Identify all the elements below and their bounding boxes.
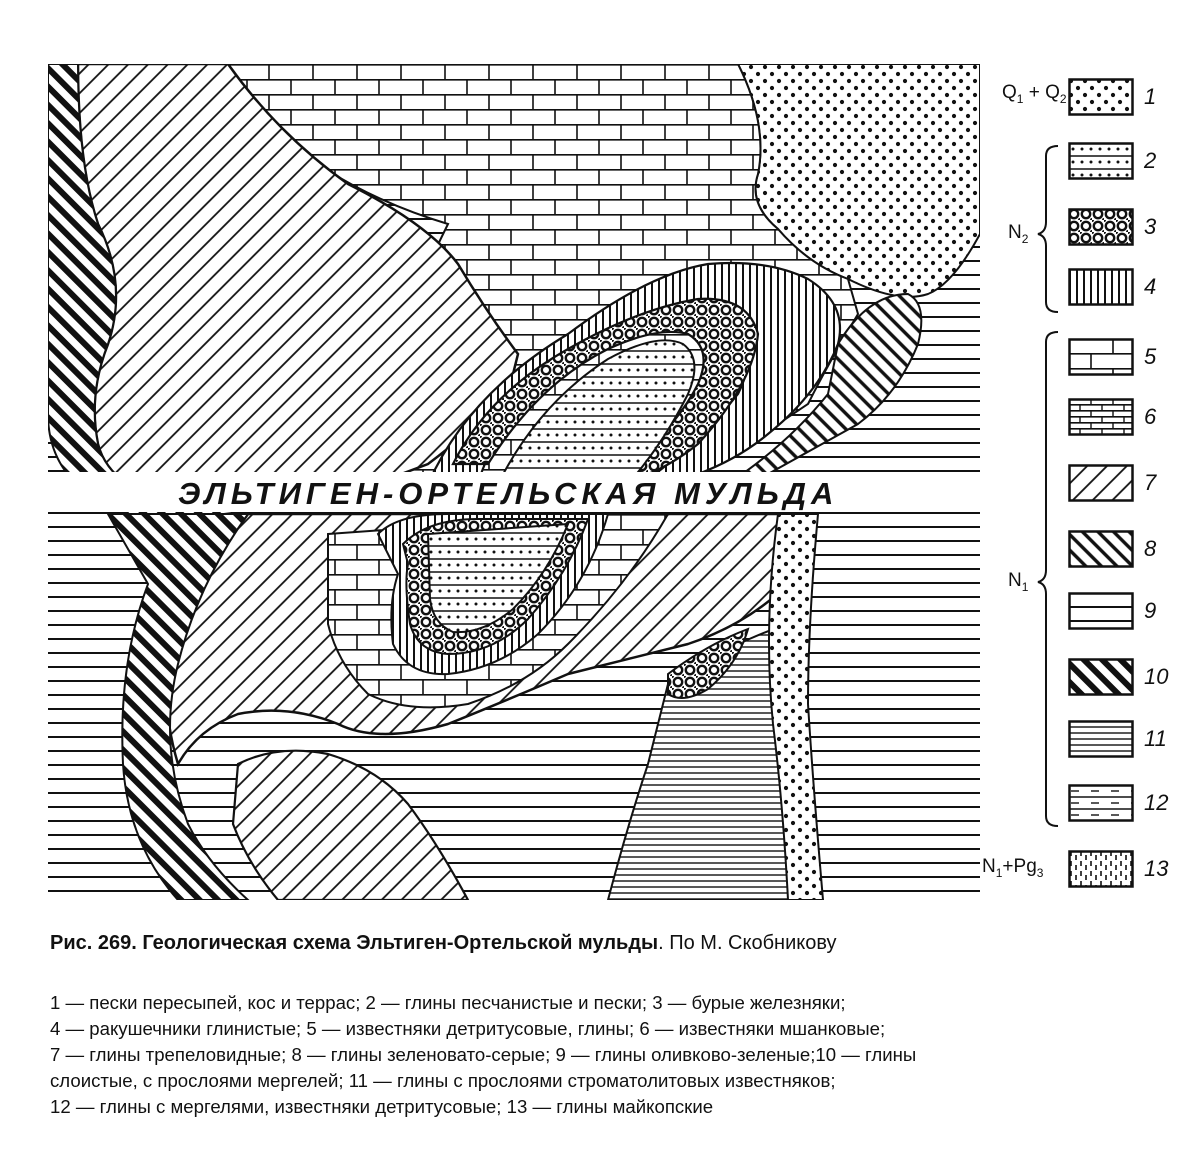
legend-number-11: 11 — [1144, 726, 1167, 751]
legend-swatch-6 — [1068, 398, 1134, 436]
legend-number-6: 6 — [1144, 404, 1157, 429]
legend-swatch-7 — [1068, 464, 1134, 502]
age-label-n1: $N_1$ — [1008, 570, 1029, 594]
brace-n1 — [1038, 332, 1058, 826]
legend-swatch-3 — [1068, 208, 1134, 246]
legend-swatch-8 — [1068, 530, 1134, 568]
figure-caption — [50, 932, 1170, 955]
legend-number-8: 8 — [1144, 536, 1157, 561]
legend-text-line: 12 — глины с мергелями, известняки детритусовые; 13 — глины майкопские — [50, 1096, 714, 1117]
geological-map — [48, 64, 980, 900]
legend-number-10: 10 — [1144, 664, 1169, 689]
legend-number-1: 1 — [1144, 84, 1157, 109]
age-label-n2: $N_2$ — [1008, 222, 1029, 246]
legend-text-line: 4 — ракушечники глинистые; 5 — известняки детритусовые, глины; 6 — известняки мшанковые; — [50, 1018, 886, 1039]
legend-number-9: 9 — [1144, 598, 1157, 623]
legend-text-line: 1 — пески пересыпей, кос и террас; 2 — глины песчанистые и пески; 3 — бурые железняки; — [50, 992, 846, 1013]
legend-swatch-5 — [1068, 338, 1134, 376]
legend-number-13: 13 — [1144, 856, 1169, 881]
age-label-n1-pg3: $N_1+Pg_3$ — [982, 856, 1044, 880]
legend-swatch-13 — [1068, 850, 1134, 888]
legend-number-2: 2 — [1144, 148, 1157, 173]
legend-swatch-9 — [1068, 592, 1134, 630]
caption-author: . По М. Скобникову — [658, 932, 837, 954]
legend-number-3: 3 — [1144, 214, 1157, 239]
brace-n2 — [1038, 146, 1058, 312]
legend-number-4: 4 — [1144, 274, 1157, 299]
legend-swatch-10 — [1068, 658, 1134, 696]
legend-swatch-2 — [1068, 142, 1134, 180]
map-title: ЭЛЬТИГЕН-ОРТЕЛЬСКАЯ МУЛЬДА — [178, 476, 839, 511]
legend-description — [50, 990, 1170, 1120]
legend-swatch-4 — [1068, 268, 1134, 306]
legend-swatch-11 — [1068, 720, 1134, 758]
legend-text-line: слоистые, с прослоями мергелей; 11 — глины с прослоями строматолитовых известняков; — [50, 1070, 836, 1091]
age-label-q: $Q_1 + Q_2$ — [1002, 82, 1067, 106]
legend-swatch-12 — [1068, 784, 1134, 822]
legend-number-7: 7 — [1144, 470, 1157, 495]
legend-number-12: 12 — [1144, 790, 1169, 815]
legend-text-line: 7 — глины трепеловидные; 8 — глины зеленовато-серые; 9 — глины оливково-зеленые;10 — глины — [50, 1044, 917, 1065]
caption-title: Рис. 269. Геологическая схема Эльтиген-Ортельской мульды — [50, 932, 659, 954]
map-legend — [980, 64, 1190, 900]
legend-number-5: 5 — [1144, 344, 1157, 369]
legend-swatch-1 — [1068, 78, 1134, 116]
